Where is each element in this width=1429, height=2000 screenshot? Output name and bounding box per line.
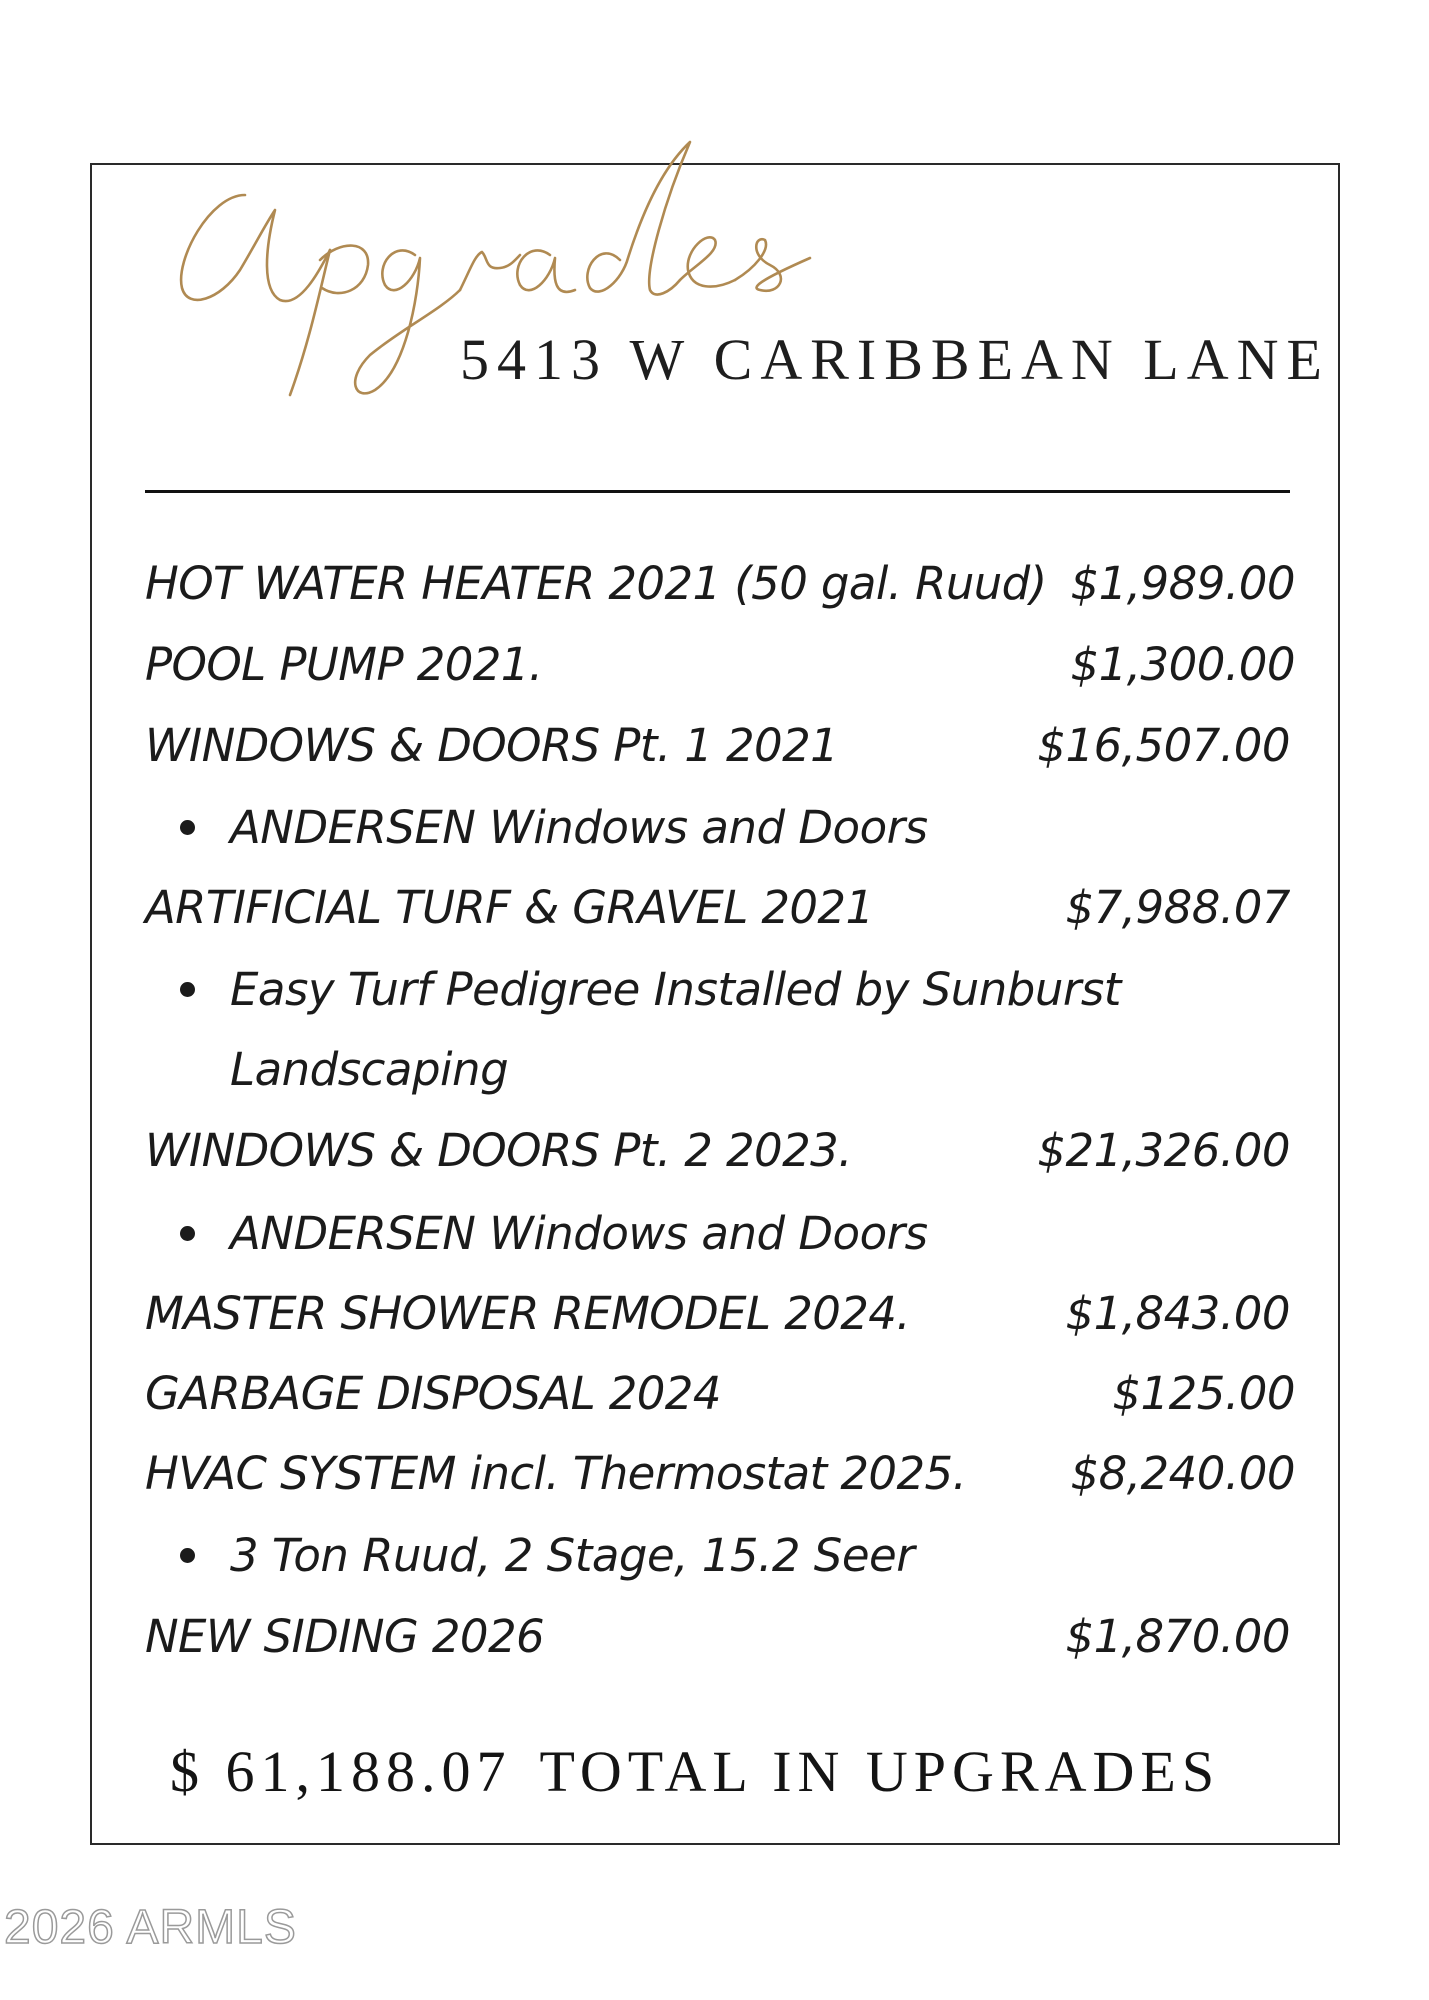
upgrade-amount: $16,507.00 — [1037, 719, 1290, 772]
upgrade-detail-text: 3 Ton Ruud, 2 Stage, 15.2 Seer — [230, 1529, 915, 1582]
upgrade-row — [145, 1602, 1295, 1672]
upgrade-detail-text: ANDERSEN Windows and Doors — [230, 801, 928, 854]
upgrade-amount: $1,870.00 — [1065, 1610, 1290, 1663]
upgrade-amount: $7,988.07 — [1065, 881, 1290, 934]
upgrade-row — [145, 549, 1295, 619]
upgrade-amount: $1,300.00 — [1070, 638, 1295, 691]
upgrade-row — [145, 1359, 1295, 1429]
upgrade-row — [145, 630, 1295, 700]
upgrade-amount: $1,989.00 — [1070, 557, 1295, 610]
upgrade-row — [145, 1439, 1295, 1509]
upgrade-label: HVAC SYSTEM incl. Thermostat 2025. — [145, 1447, 967, 1500]
property-address: 5413 W CARIBBEAN LANE — [460, 327, 1330, 392]
upgrade-row — [145, 1279, 1295, 1349]
bullet-dot — [180, 820, 195, 835]
upgrade-detail-text: Easy Turf Pedigree Installed by Sunburst Landscaping — [230, 963, 1121, 1096]
upgrade-label: MASTER SHOWER REMODEL 2024. — [145, 1287, 911, 1340]
upgrade-amount: $8,240.00 — [1070, 1447, 1295, 1500]
upgrade-row — [145, 711, 1295, 781]
total-label: TOTAL IN UPGRADES — [539, 1739, 1221, 1804]
upgrade-label: WINDOWS & DOORS Pt. 1 2021 — [145, 719, 839, 772]
upgrade-label: HOT WATER HEATER 2021 (50 gal. Ruud) — [145, 557, 1047, 610]
upgrade-label: GARBAGE DISPOSAL 2024 — [145, 1367, 721, 1420]
bullet-dot — [180, 1548, 195, 1563]
bullet-dot — [180, 982, 195, 997]
bullet-dot — [180, 1226, 195, 1241]
upgrade-label: WINDOWS & DOORS Pt. 2 2023. — [145, 1124, 852, 1177]
upgrade-amount: $1,843.00 — [1065, 1287, 1290, 1340]
copyright-watermark: 2026 ARMLS — [4, 1901, 297, 1954]
upgrade-amount: $125.00 — [1112, 1367, 1295, 1420]
upgrade-label: ARTIFICIAL TURF & GRAVEL 2021 — [145, 881, 874, 934]
total-amount: $ 61,188.07 — [170, 1739, 512, 1804]
upgrade-row — [145, 1116, 1295, 1186]
upgrade-label: NEW SIDING 2026 — [145, 1610, 545, 1663]
total-upgrades — [170, 1738, 1290, 1805]
upgrade-row — [145, 873, 1295, 943]
upgrade-label: POOL PUMP 2021. — [145, 638, 543, 691]
upgrade-amount: $21,326.00 — [1037, 1124, 1290, 1177]
upgrade-detail-text: ANDERSEN Windows and Doors — [230, 1207, 928, 1260]
